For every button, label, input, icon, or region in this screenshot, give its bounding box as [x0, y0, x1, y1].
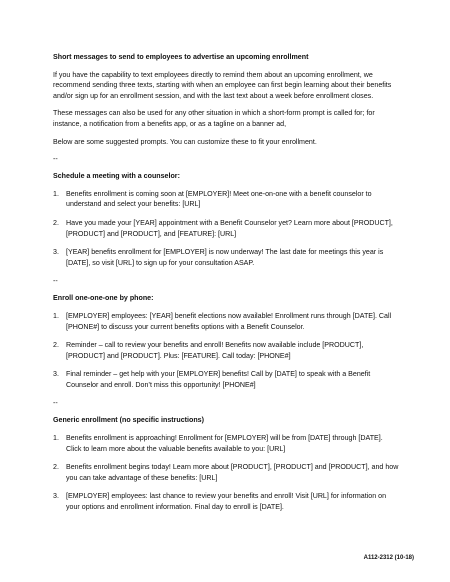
list-item — [53, 369, 399, 390]
item-text: Benefits enrollment is approaching! Enrollment for [EMPLOYER] will be from [DATE] through [DATE]. Click to learn more about the valuable benefits available to you: [URL] — [66, 434, 383, 453]
item-number: 2. — [53, 218, 59, 227]
item-number: 2. — [53, 463, 59, 472]
item-text: Final reminder – get help with your [EMPLOYER] benefits! Call by [DATE] to speak with a Benefit Counselor and enroll. Don’t miss this opportunity! [PHONE#] — [66, 370, 371, 389]
separator: -- — [53, 155, 58, 164]
separator: -- — [53, 399, 58, 408]
item-text: [EMPLOYER] employees: last chance to review your benefits and enroll! Visit [URL] for information on your options and enrollment information. Final day to enroll is [DATE]. — [66, 492, 387, 512]
list-item — [53, 462, 399, 483]
item-text: Have you made your [YEAR] appointment with a Benefit Counselor yet? Learn more about [PRODUCT], [PRODUCT] and [PRODUCT], and [FEATURE]: [URL] — [66, 218, 393, 238]
item-number: 3. — [53, 248, 59, 257]
list-item — [53, 218, 399, 239]
item-number: 1. — [53, 434, 59, 443]
document-content — [53, 52, 399, 521]
section-heading: Generic enrollment (no specific instructions) — [53, 416, 204, 425]
item-number: 3. — [53, 492, 59, 501]
message-list — [53, 311, 399, 391]
separator: -- — [53, 277, 58, 286]
section-heading: Schedule a meeting with a counselor: — [53, 172, 180, 181]
intro-paragraph: Below are some suggested prompts. You can customize these to fit your enrollment. — [53, 137, 317, 146]
item-text: Reminder – call to review your benefits and enroll! Benefits now available include [PRODUCT], [PRODUCT] and [PRODUCT]. Plus: [FEATURE]. Call today: [PHONE#] — [66, 341, 364, 360]
message-list — [53, 433, 399, 513]
form-code: A112-2312 (10-18) — [363, 555, 414, 561]
item-text: [YEAR] benefits enrollment for [EMPLOYER] is now underway! The last date for meetings this year is [DATE], so visit [URL] to sign up for your consultation ASAP. — [66, 248, 384, 267]
item-number: 3. — [53, 370, 59, 379]
item-text: [EMPLOYER] employees: [YEAR] benefit elections now available! Enrollment runs through [DATE]. Call [PHONE#] to discuss your current benefits options with a Benefit Counselor. — [66, 311, 392, 331]
list-item — [53, 247, 399, 268]
item-text: Benefits enrollment begins today! Learn more about [PRODUCT], [PRODUCT] and [PRODUCT], and how you can take advantage of these benefits: [URL] — [66, 463, 399, 482]
section-heading: Enroll one-one-one by phone: — [53, 294, 154, 303]
list-item — [53, 311, 399, 332]
message-list — [53, 189, 399, 269]
list-item — [53, 340, 399, 361]
item-number: 2. — [53, 341, 59, 350]
intro-paragraph: These messages can also be used for any other situation in which a short-form prompt is called for; for instance, a notification from a benefits app, or as a tagline on a banner ad, — [53, 109, 375, 128]
list-item — [53, 189, 399, 210]
list-item — [53, 433, 399, 454]
item-number: 1. — [53, 189, 59, 198]
item-number: 1. — [53, 311, 59, 320]
list-item — [53, 491, 399, 512]
document-title: Short messages to send to employees to advertise an upcoming enrollment — [53, 53, 309, 61]
intro-paragraph: If you have the capability to text employees directly to remind them about an upcoming enrollment, we recommend sending three texts, starting with when an employee can first begin learning about their benefits and/or sign up for an enrollment session, and with the last text about a week before enrollment closes. — [53, 70, 392, 100]
item-text: Benefits enrollment is coming soon at [EMPLOYER]! Meet one-on-one with a benefit counselor to understand and select your benefits: [URL] — [66, 189, 372, 209]
